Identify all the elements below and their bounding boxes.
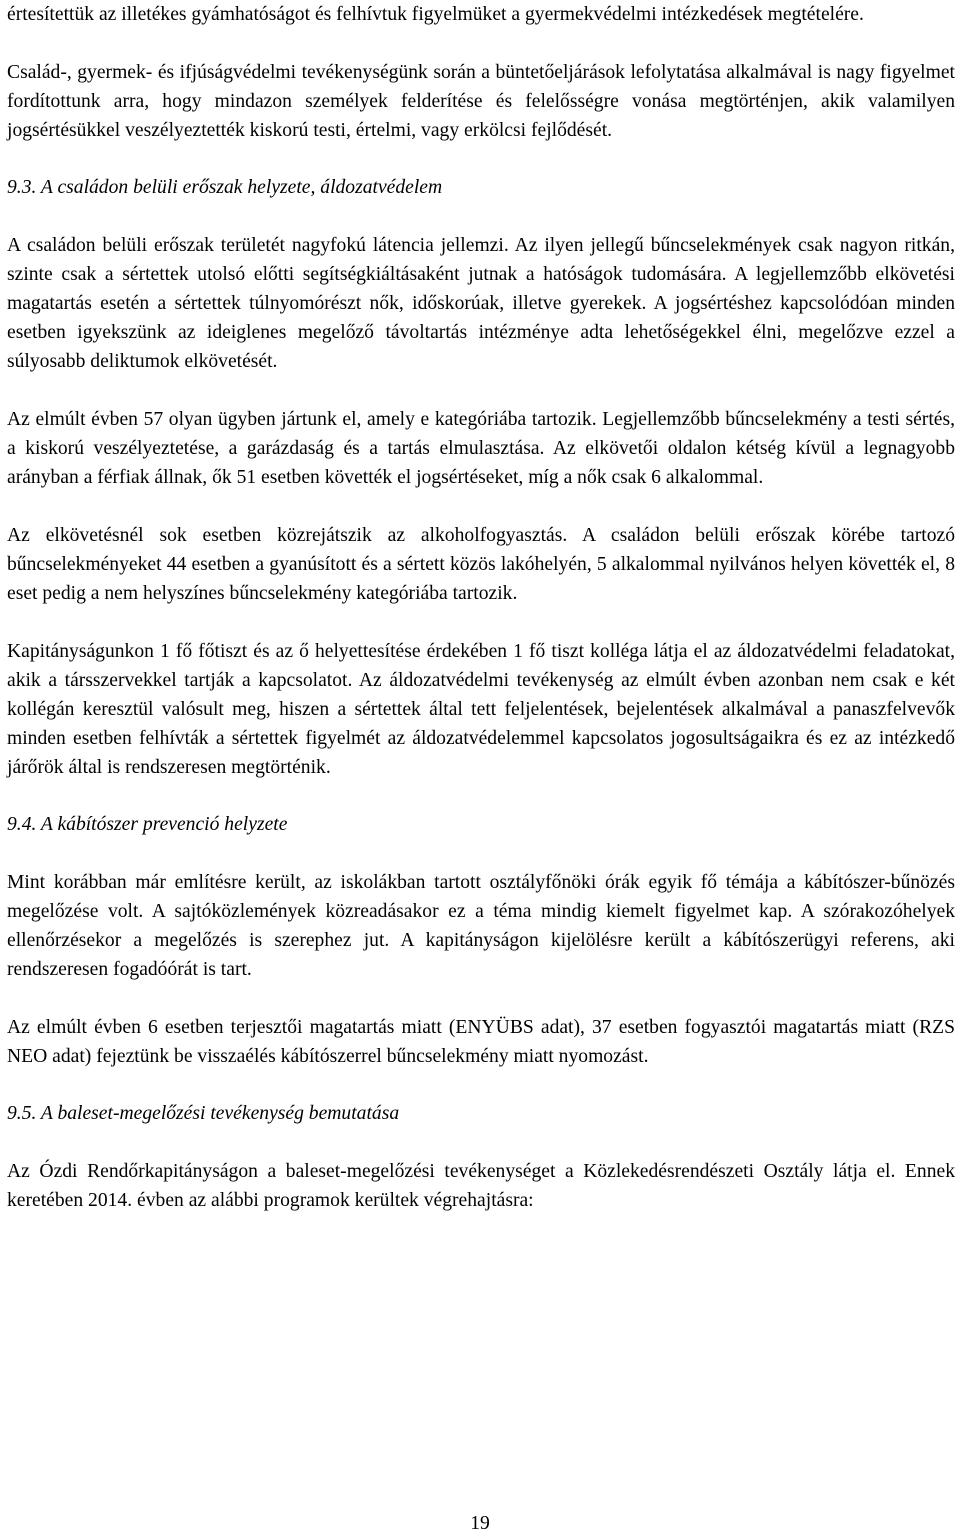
section-heading-accident-prevention: 9.5. A baleset-megelőzési tevékenység bemutatása xyxy=(7,1103,400,1124)
section-heading-domestic-violence: 9.3. A családon belüli erőszak helyzete, áldozatvédelem xyxy=(7,177,443,198)
paragraph-drug-prevention-school: Mint korábban már említésre került, az iskolákban tartott osztályfőnöki órák egyik fő témája a kábítószer-bűnözés megelőzése volt. A sajtóközlemények közreadásakor ez a téma mindig kiemelt figyelmet kap. A szórakozóhelyek ellenőrzésekor a megelőzés is szerephez jut. A kapitányságon kijelölésre került a kábítószerügyi referens, aki rendszeresen fogadóórát is tart. xyxy=(7,872,955,980)
paragraph-family-youth-protection: Család-, gyermek- és ifjúságvédelmi tevékenységünk során a büntetőeljárások lefolytatása alkalmával is nagy figyelmet fordítottunk arra, hogy mindazon személyek felderítése és felelősségre vonása megtörténjen, akik valamilyen jogsértésükkel veszélyeztették kiskorú testi, értelmi, vagy erkölcsi fejlődését. xyxy=(7,62,955,141)
paragraph-accident-prevention-intro: Az Ózdi Rendőrkapitányságon a baleset-megelőzési tevékenységet a Közlekedésrendészeti Osztály látja el. Ennek keretében 2014. évben az alábbi programok kerültek végrehajtásra: xyxy=(7,1161,955,1211)
paragraph-domestic-violence-statistics: Az elmúlt évben 57 olyan ügyben jártunk el, amely e kategóriába tartozik. Legjellemzőbb bűncselekmény a testi sértés, a kiskorú veszélyeztetése, a garázdaság és a tartás elmulasztása. Az elkövetői oldalon kétség kívül a legnagyobb arányban a férfiak állnak, ők 51 esetben követték el jogsértéseket, míg a nők csak 6 alkalommal. xyxy=(7,409,955,488)
paragraph-domestic-violence-alcohol: Az elkövetésnél sok esetben közrejátszik az alkoholfogyasztás. A családon belüli erőszak körébe tartozó bűncselekményeket 44 esetben a gyanúsított és a sértett közös lakóhelyén, 5 alkalommal nyilvános helyen követték el, 8 eset pedig a nem helyszínes bűncselekmény kategóriába tartozik. xyxy=(7,525,955,604)
paragraph-drug-prevention-statistics: Az elmúlt évben 6 esetben terjesztői magatartás miatt (ENYÜBS adat), 37 esetben fogyasztói magatartás miatt (RZS NEO adat) fejeztünk be visszaélés kábítószerrel bűncselekmény miatt nyomozást. xyxy=(7,1017,955,1067)
paragraph-domestic-violence-latency: A családon belüli erőszak területét nagyfokú látencia jellemzi. Az ilyen jellegű bűncselekmények csak nagyon ritkán, szinte csak a sértettek utolsó előtti segítségkiáltásaként jutnak a hatóságok tudomására. A legjellemzőbb elkövetési magatartás esetén a sértettek túlnyomórészt nők, időskorúak, illetve gyerekek. A jogsértéshez kapcsolódóan minden esetben igyekszünk az ideiglenes megelőző távoltartás intézménye adta lehetőségekkel élni, megelőzve ezzel a súlyosabb deliktumok elkövetését. xyxy=(7,235,955,372)
section-heading-drug-prevention: 9.4. A kábítószer prevenció helyzete xyxy=(7,814,288,835)
document-page xyxy=(7,0,955,1215)
paragraph-victim-protection-staff: Kapitányságunkon 1 fő főtiszt és az ő helyettesítése érdekében 1 fő tiszt kollégа látja el az áldozatvédelmi feladatokat, akik a társszervekkel tartják a kapcsolatot. Az áldozatvédelmi tevékenység az elmúlt évben azonban nem csak e két kollégán keresztül valósult meg, hiszen a sértettek által tett feljelentések, bejelentések alkalmával a panaszfelvevők minden esetben felhívták a sértettek figyelmét az áldozatvédelemmel kapcsolatos jogosultságaikra és ez az intézkedő járőrök által is rendszeresen megtörténik. xyxy=(7,641,955,778)
page-number: 19 xyxy=(470,1513,490,1534)
paragraph-child-protection-tail: értesítettük az illetékes gyámhatóságot és felhívtuk figyelmüket a gyermekvédelmi intézkedések megtételére. xyxy=(7,4,864,25)
